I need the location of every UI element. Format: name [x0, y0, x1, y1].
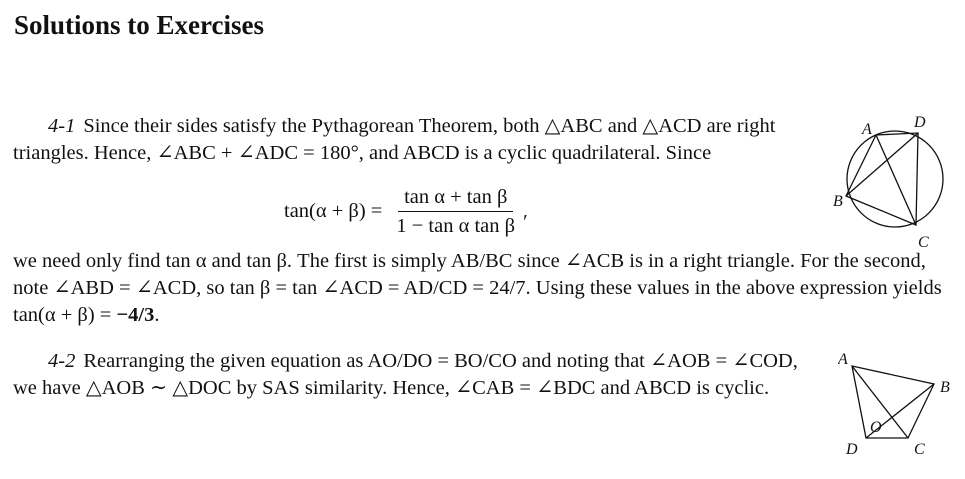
- vertex-label-c: C: [918, 234, 929, 251]
- exercise-4-2-paragraph: [13, 348, 821, 402]
- formula-fraction: [390, 185, 521, 238]
- exercise-4-1-paragraph-top: [13, 113, 828, 167]
- formula-tail: ′: [523, 211, 528, 233]
- vertex-label-c: C: [914, 441, 925, 458]
- page-title: Solutions to Exercises: [14, 10, 265, 40]
- vertex-label-b: B: [940, 379, 950, 396]
- vertex-label-b: B: [833, 193, 843, 210]
- vertex-label-a: A: [838, 351, 848, 368]
- exercise-number: 4-1: [48, 115, 76, 137]
- vertex-label-d: D: [846, 441, 858, 458]
- quadrilateral-abcd: [846, 133, 918, 225]
- exercise-4-1-paragraph-bottom: [13, 248, 958, 329]
- formula-lhs: tan(α + β) =: [284, 200, 383, 222]
- formula-denominator: 1 − tan α tan β: [396, 215, 516, 237]
- exercise-text: Since their sides satisfy the Pythagorean Theorem, both △ABC and △ACD are right triangles. Hence, ∠ABC + ∠ADC = 180°, and ABCD is a cyclic quadrilateral. Since: [13, 115, 776, 164]
- exercise-number: 4-2: [48, 350, 76, 372]
- vertex-label-d: D: [914, 114, 926, 131]
- answer-period: .: [154, 304, 160, 326]
- cyclic-quadrilateral-diagram: [832, 112, 952, 252]
- diagonal-bd: [846, 133, 918, 196]
- quadrilateral-abcd: [852, 366, 934, 438]
- exercise-text-continued: we need only find tan α and tan β. The first is simply AB/BC since ∠ACB is in a right triangle. For the second, note ∠ABD = ∠ACD, so tan β = tan ∠ACD = AD/CD = 24/7. Using these values in the above expression yields tan(α + β) =: [13, 250, 942, 326]
- exercise-text: Rearranging the given equation as AO/DO = BO/CO and noting that ∠AOB = ∠COD, we have △AOB ∼ △DOC by SAS similarity. Hence, ∠CAB = ∠BDC and ABCD is cyclic.: [13, 350, 798, 399]
- answer: −4/3: [116, 304, 155, 326]
- tan-sum-formula: [284, 185, 528, 238]
- formula-numerator: tan α + tan β: [398, 185, 513, 212]
- intersection-label-o: O: [870, 419, 882, 436]
- vertex-label-a: A: [862, 121, 872, 138]
- quadrilateral-diagonals-diagram: [838, 346, 958, 461]
